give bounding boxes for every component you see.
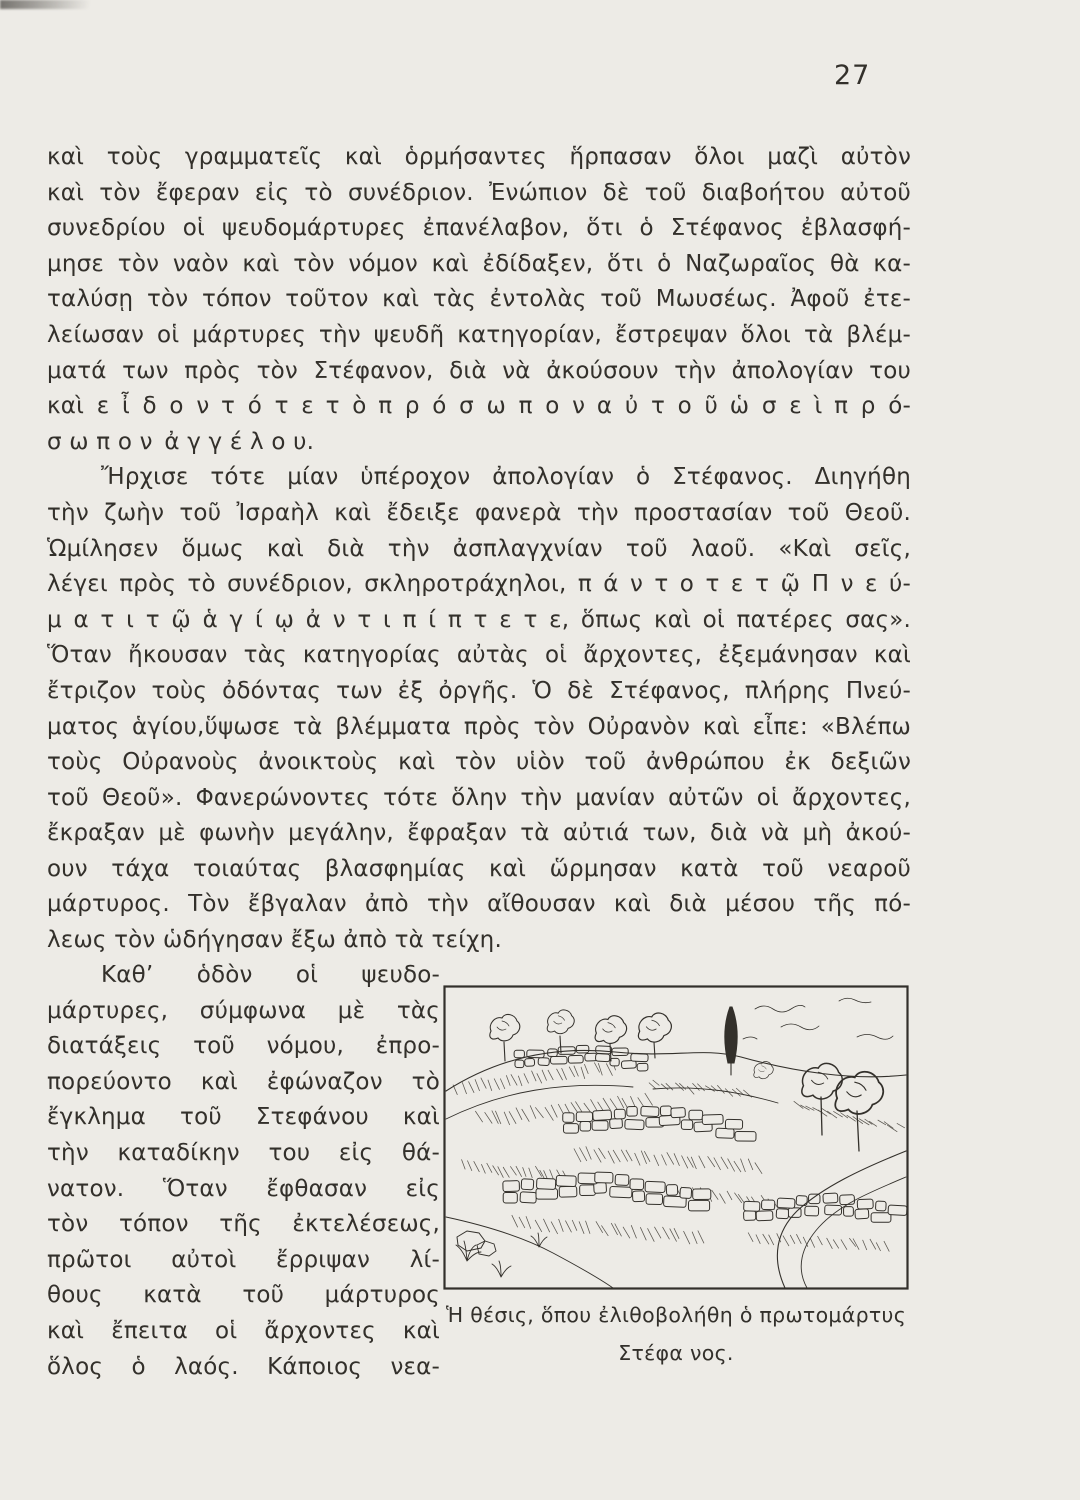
text-line: ματά των πρὸς τὸν Στέφανον, διὰ νὰ ἀκούσουν τὴν ἀπολογίαν του (47, 357, 911, 384)
text-line: μάρτυρες, σύμφωνα μὲ τὰς (47, 997, 440, 1024)
text-line: ὅλος ὁ λαός. Κάποιος νεα- (47, 1353, 440, 1380)
body-text (47, 140, 911, 959)
text-line: καὶ ε ἶ δ ο ν τ ό τ ε τ ὸ π ρ ό σ ω π ο ν α ὐ τ ο ῦ ὡ σ ε ὶ π ρ ό- (47, 393, 911, 420)
text-line: πρῶτοι αὐτοὶ ἔρριψαν λί- (47, 1246, 440, 1273)
text-line: ταλύσῃ τὸν τόπον τοῦτον καὶ τὰς ἐντολὰς τοῦ Μωυσέως. Ἀφοῦ ἐτε- (47, 286, 911, 313)
text-line: Στέφα νος. (618, 1341, 734, 1365)
text-line: συνεδρίου οἱ ψευδομάρτυρες ἐπανέλαβον, ὅτι ὁ Στέφανος ἐβλασφή- (47, 215, 911, 242)
text-line: ἔγκλημα τοῦ Στεφάνου καὶ (47, 1104, 440, 1131)
text-line: τὴν καταδίκην του εἰς θά- (47, 1139, 440, 1166)
text-line: τοὺς Οὐρανοὺς ἀνοικτοὺς καὶ τὸν υἱὸν τοῦ ἀνθρώπου ἐκ δεξιῶν (47, 749, 911, 776)
text-line: ματος ἁγίου,ὕψωσε τὰ βλέμματα πρὸς τὸν Οὐρανὸν καὶ εἶπε: «Βλέπω (47, 713, 911, 740)
engraving-svg (443, 985, 909, 1290)
text-line: ουν τάχα τοιαύτας βλασφημίας καὶ ὥρμησαν κατὰ τοῦ νεαροῦ (47, 855, 911, 882)
text-line: καὶ τὸν ἔφεραν εἰς τὸ συνέδριον. Ἐνώπιον δὲ τοῦ διαβοήτου αὐτοῦ (47, 179, 911, 206)
text-line: Ἤρχισε τότε μίαν ὑπέροχον ἀπολογίαν ὁ Στέφανος. Διηγήθη (101, 464, 911, 491)
text-line: διατάξεις τοῦ νόμου, ἐπρο- (47, 1033, 440, 1060)
text-line: τοῦ Θεοῦ». Φανερώνοντες τότε ὅλην τὴν μανίαν αὐτῶν οἱ ἄρχοντες, (47, 784, 911, 811)
text-line: Καθ’ ὁδὸν οἱ ψευδο- (101, 962, 440, 988)
text-line: καὶ ἔπειτα οἱ ἄρχοντες καὶ (47, 1317, 440, 1344)
cypress-tree (725, 1007, 737, 1063)
text-line: Ὅταν ἤκουσαν τὰς κατηγορίας αὐτὰς οἱ ἄρχοντες, ἐξεμάνησαν καὶ (47, 642, 911, 669)
left-column-text (47, 958, 440, 1385)
text-line: Ἡ θέσις, ὅπου ἐλιθοβολήθη ὁ πρωτομάρτυς (445, 1303, 907, 1327)
text-line: λεως τὸν ὡδήγησαν ἔξω ἀπὸ τὰ τείχη. (47, 927, 502, 954)
landscape-outlines (445, 987, 908, 1289)
text-line: ἔκραξαν μὲ φωνὴν μεγάλην, ἔφραξαν τὰ αὐτιά των, διὰ νὰ μὴ ἀκού- (47, 820, 911, 847)
text-line: θους κατὰ τοῦ μάρτυρος (47, 1282, 440, 1309)
text-line: τὴν ζωὴν τοῦ Ἰσραὴλ καὶ ἔδειξε φανερὰ τὴν προστασίαν τοῦ Θεοῦ. (47, 499, 911, 526)
page-number: 27 (834, 60, 871, 91)
text-line: ἔτριζον τοὺς ὀδόντας των ἐξ ὀργῆς. Ὁ δὲ Στέφανος, πλήρης Πνεύ- (47, 677, 911, 704)
illustration-caption (438, 1296, 914, 1372)
text-line: καὶ τοὺς γραμματεῖς καὶ ὁρμήσαντες ἥρπασαν ὅλοι μαζὶ αὐτὸν (47, 144, 911, 170)
text-line: νατον. Ὅταν ἔφθασαν εἰς (47, 1175, 440, 1202)
text-line: σ ω π ο ν ἀ γ γ έ λ ο υ. (47, 428, 315, 455)
text-line: λέγει πρὸς τὸ συνέδριον, σκληροτράχηλοι, π ά ν τ ο τ ε τ ῷ Π ν ε ύ- (47, 571, 911, 598)
text-line: μησε τὸν ναὸν καὶ τὸν νόμον καὶ ἐδίδαξεν, ὅτι ὁ Ναζωραῖος θὰ κα- (47, 250, 911, 277)
text-line: λείωσαν οἱ μάρτυρες τὴν ψευδῆ κατηγορίαν, ἔστρεψαν ὅλοι τὰ βλέμ- (47, 321, 911, 348)
stoning-site-illustration (443, 985, 909, 1290)
text-line: πορεύοντο καὶ ἐφώναζον τὸ (47, 1068, 440, 1095)
text-line: μάρτυρος. Τὸν ἔβγαλαν ἀπὸ τὴν αἴθουσαν καὶ διὰ μέσου τῆς πό- (47, 891, 911, 918)
scan-edge-artifact (0, 0, 120, 9)
text-line: Ὡμίλησεν ὅμως καὶ διὰ τὴν ἀσπλαγχνίαν τοῦ λαοῦ. «Καὶ σεῖς, (47, 535, 911, 562)
text-line: μ α τ ι τ ῷ ἁ γ ί ῳ ἀ ν τ ι π ί π τ ε τ ε, ὅπως καὶ οἱ πατέρες σας». (47, 606, 911, 633)
text-line: τὸν τόπον τῆς ἐκτελέσεως, (47, 1211, 440, 1238)
